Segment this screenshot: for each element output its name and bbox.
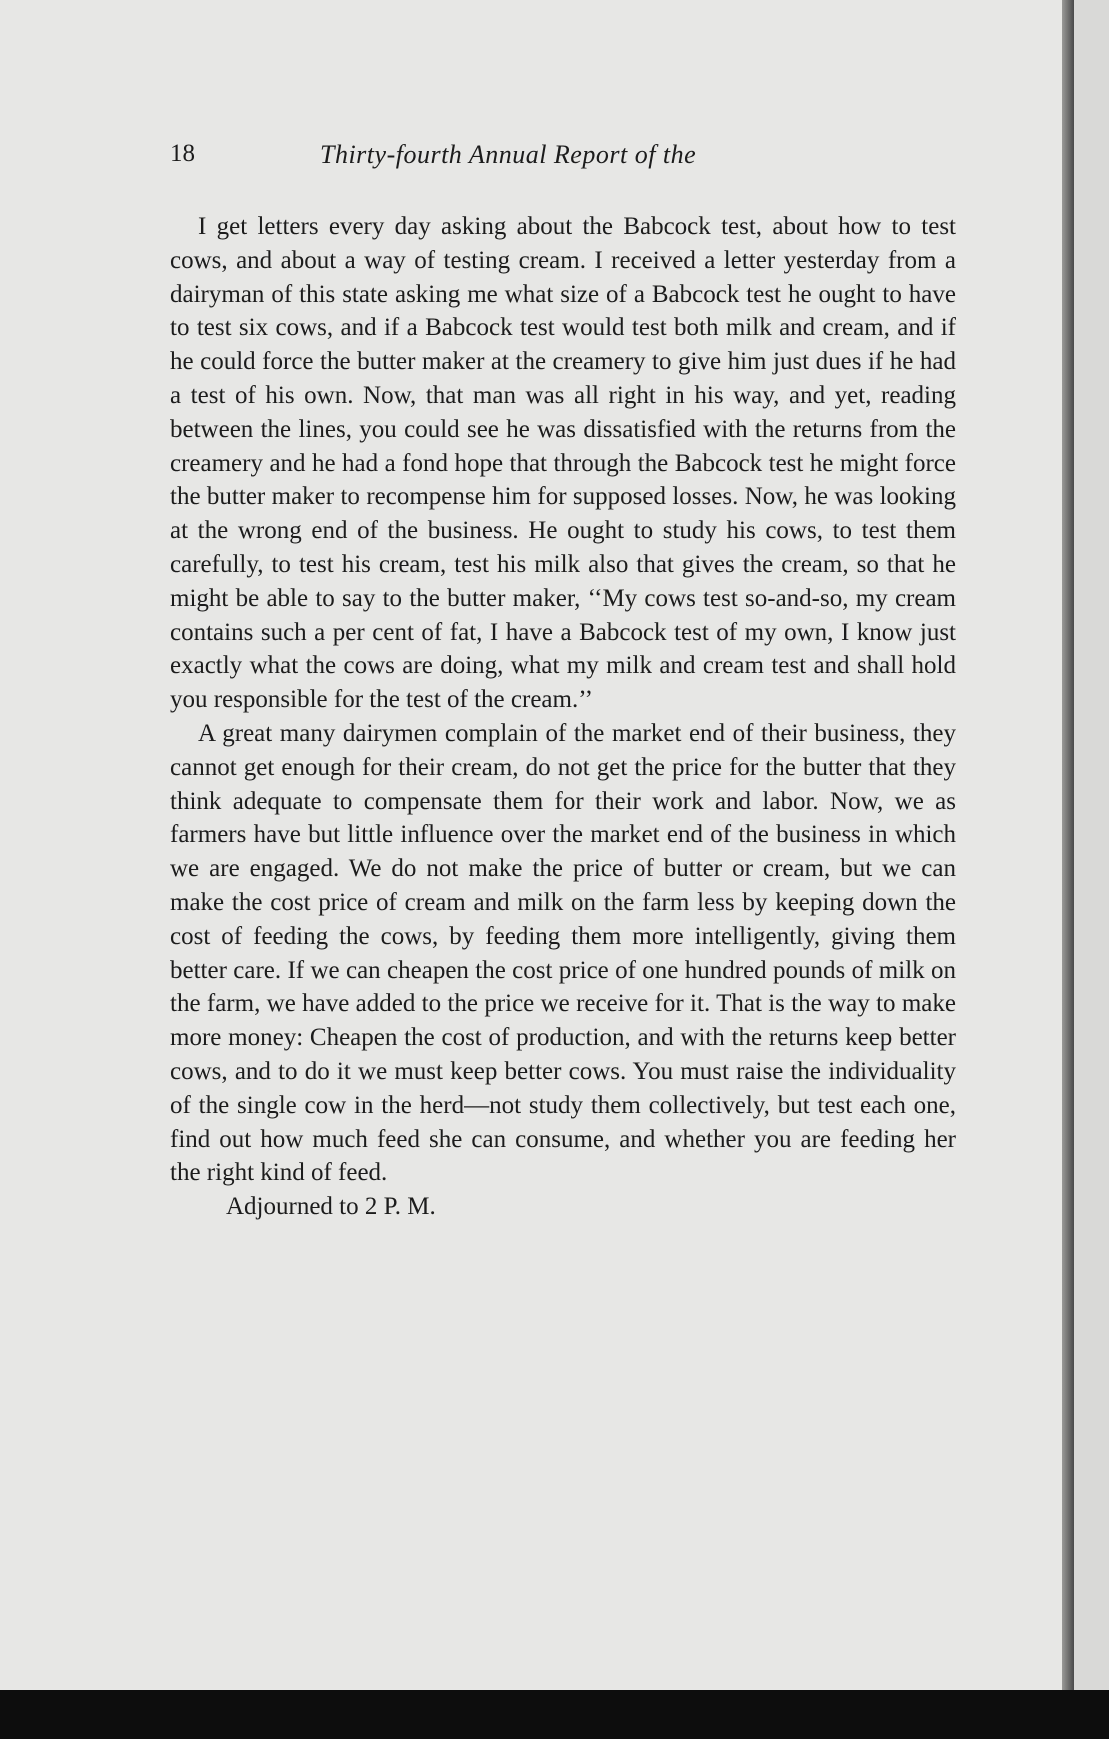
page-number: 18 xyxy=(170,140,195,167)
book-spine-shadow xyxy=(1062,0,1074,1690)
page-header xyxy=(170,140,956,180)
running-head: Thirty-fourth Annual Report of the xyxy=(320,140,697,169)
scan-bottom-border xyxy=(0,1690,1109,1739)
body-text xyxy=(170,210,956,1224)
paragraph: I get letters every day asking about the Babcock test, about how to test cows, and about a way of testing cream. I received a letter yesterday from a dairyman of this state asking me what size of a Babcock test he ought to have to test six cows, and if a Babcock test would test both milk and cream, and if he could force the butter maker at the creamery to give him just dues if he had a test of his own. Now, that man was all right in his way, and yet, reading between the lines, you could see he was dissatisfied with the returns from the creamery and he had a fond hope that through the Babcock test he might force the butter maker to recompense him for supposed losses. Now, he was looking at the wrong end of the business. He ought to study his cows, to test them carefully, to test his cream, test his milk also that gives the cream, so that he might be able to say to the butter maker, ‘‘My cows test so-and-so, my cream contains such a per cent of fat, I have a Babcock test of my own, I know just exactly what the cows are doing, what my milk and cream test and shall hold you responsible for the test of the cream.’’ xyxy=(170,213,956,714)
adjournment-note: Adjourned to 2 P. M. xyxy=(226,1193,436,1221)
paragraph: A great many dairymen complain of the market end of their business, they cannot get enough for their cream, do not get the price for the butter that they think adequate to compensate them for their work and labor. Now, we as farmers have but little influence over the market end of the business in which we are engaged. We do not make the price of butter or cream, but we can make the cost price of cream and milk on the farm less by keeping down the cost of feeding the cows, by feeding them more intelligently, giving them better care. If we can cheapen the cost price of one hundred pounds of milk on the farm, we have added to the price we receive for it. That is the way to make more money: Cheapen the cost of production, and with the returns keep better cows, and to do it we must keep better cows. You must raise the individuality of the single cow in the herd—not study them collectively, but test each one, find out how much feed she can consume, and whether you are feeding her the right kind of feed. xyxy=(170,719,956,1187)
page-edge xyxy=(1074,0,1109,1690)
